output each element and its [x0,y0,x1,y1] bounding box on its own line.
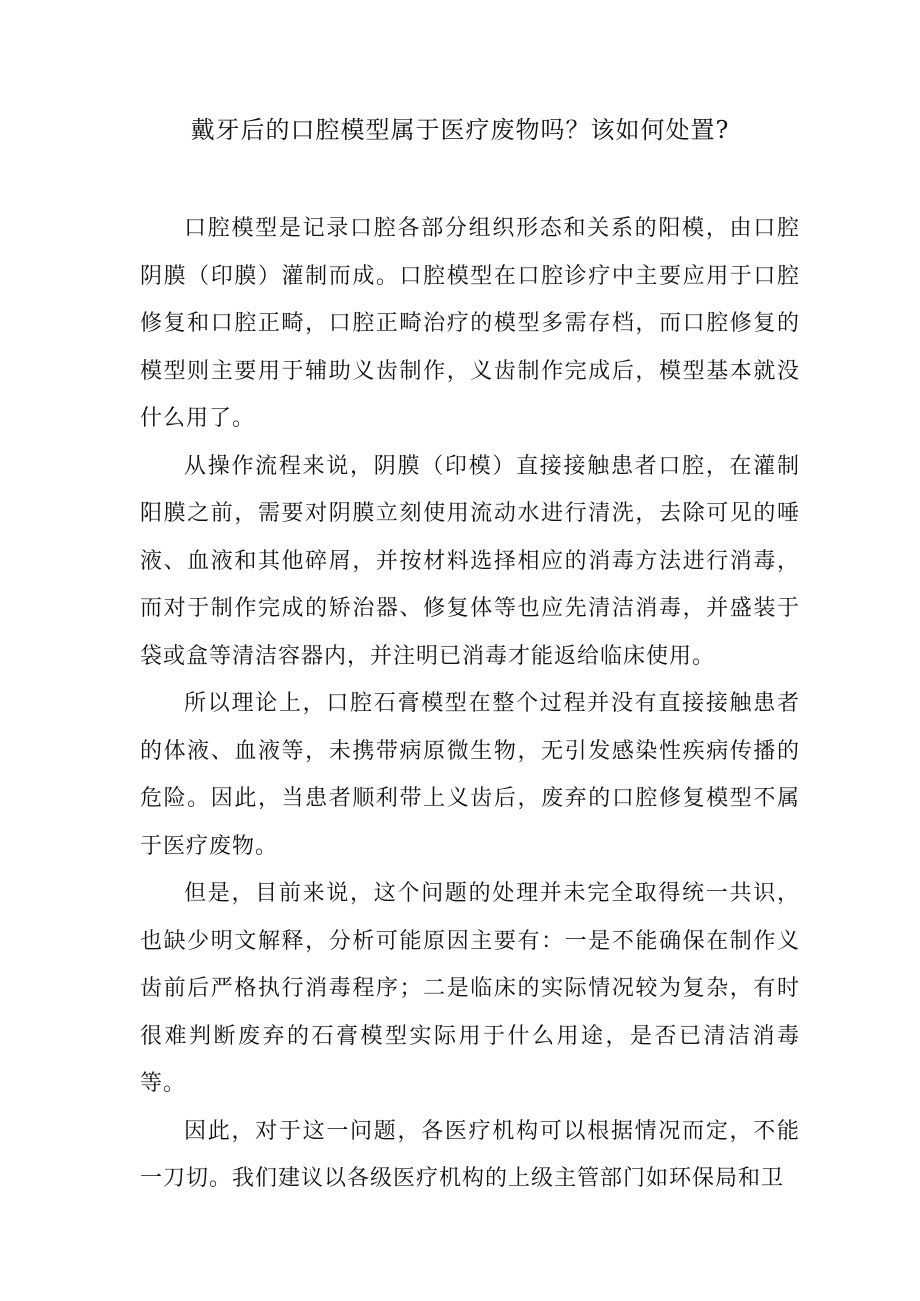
paragraph-2: 从操作流程来说，阴膜（印模）直接接触患者口腔，在灌制阳膜之前，需要对阴膜立刻使用流动水进行清洗，去除可见的唾液、血液和其他碎屑，并按材料选择相应的消毒方法进行消毒，而对于制作完成的矫治器、修复体等也应先清洁消毒，并盛装于袋或盒等清洁容器内，并注明已消毒才能返给临床使用。 [140,453,800,669]
paragraph-5: 因此，对于这一问题，各医疗机构可以根据情况而定，不能一刀切。我们建议以各级医疗机构的上级主管部门如环保局和卫 [140,1118,800,1191]
paragraph-1: 口腔模型是记录口腔各部分组织形态和关系的阳模，由口腔阴膜（印膜）灌制而成。口腔模型在口腔诊疗中主要应用于口腔修复和口腔正畸，口腔正畸治疗的模型多需存档，而口腔修复的模型则主要用于辅助义齿制作，义齿制作完成后，模型基本就没什么用了。 [140,216,800,431]
paragraph-4: 但是，目前来说，这个问题的处理并未完全取得统一共识，也缺少明文解释，分析可能原因主要有：一是不能确保在制作义齿前后严格执行消毒程序；二是临床的实际情况较为复杂，有时很难判断废弃的石膏模型实际用于什么用途，是否已清洁消毒等。 [140,881,800,1096]
document-body [140,205,800,1203]
document-title: 戴牙后的口腔模型属于医疗废物吗？该如何处置? [190,116,730,144]
paragraph-3: 所以理论上，口腔石膏模型在整个过程并没有直接接触患者的体液、血液等，未携带病原微生物，无引发感染性疾病传播的危险。因此，当患者顺利带上义齿后，废弃的口腔修复模型不属于医疗废物。 [140,691,800,859]
